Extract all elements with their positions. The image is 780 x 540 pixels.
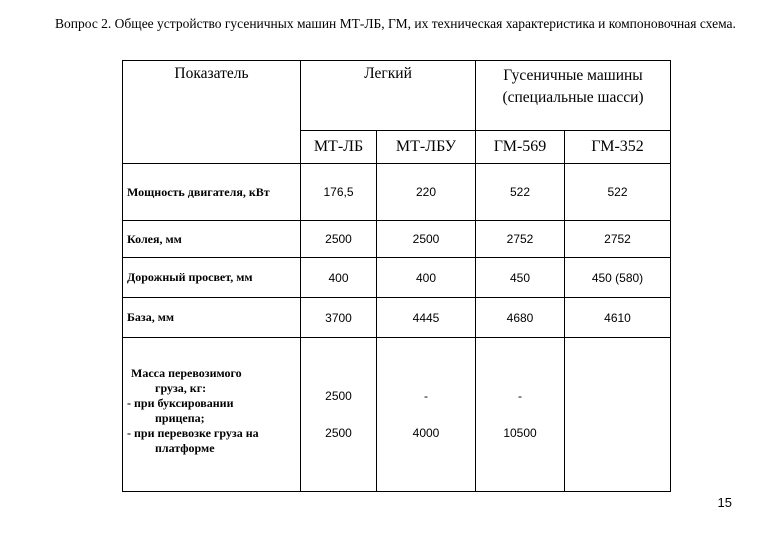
table-cell: 522 [476, 164, 565, 221]
cargo-towing-value: 2500 [325, 389, 352, 403]
table-row [123, 338, 671, 492]
table-row [123, 298, 671, 338]
cargo-towing-value: - [424, 389, 428, 403]
table-cell [476, 338, 565, 492]
table-row [123, 164, 671, 221]
table-cell: 4610 [565, 298, 671, 338]
model-mt-lbu: МТ-ЛБУ [377, 131, 476, 164]
table-cell: 2752 [476, 221, 565, 258]
table-cell: 2752 [565, 221, 671, 258]
table-cell: 450 (580) [565, 258, 671, 298]
page-number: 15 [717, 495, 732, 510]
table-cell: 2500 [377, 221, 476, 258]
table-cell: 3700 [301, 298, 377, 338]
header-indicator: Показатель [123, 61, 301, 164]
model-gm-569: ГМ-569 [476, 131, 565, 164]
cargo-label-line: - при буксировании [127, 396, 234, 410]
cargo-platform-value: 2500 [325, 426, 352, 440]
table-cell: 4680 [476, 298, 565, 338]
table-row [123, 221, 671, 258]
cargo-label-line: прицепа; [155, 411, 205, 425]
header-light: Легкий [301, 61, 476, 131]
table-cell: 176,5 [301, 164, 377, 221]
row-label-clearance: Дорожный просвет, мм [123, 258, 301, 298]
table-cell: 450 [476, 258, 565, 298]
table-cell [565, 338, 671, 492]
table-cell [377, 338, 476, 492]
page-title: Вопрос 2. Общее устройство гусеничных машин МТ-ЛБ, ГМ, их техническая характеристика и компоновочная схема. [55, 16, 736, 31]
cargo-label-line: груза, кг: [155, 381, 207, 395]
row-label-cargo [123, 338, 301, 492]
row-label-base: База, мм [123, 298, 301, 338]
table-cell [301, 338, 377, 492]
table-cell: 2500 [301, 221, 377, 258]
cargo-label-line: Масса перевозимого [131, 366, 242, 380]
cargo-platform-value: 10500 [503, 426, 537, 440]
table-cell: 400 [377, 258, 476, 298]
table-cell: 400 [301, 258, 377, 298]
model-gm-352: ГМ-352 [565, 131, 671, 164]
cargo-towing-value: - [518, 389, 522, 403]
cargo-label-line: платформе [155, 441, 215, 455]
table-cell: 4445 [377, 298, 476, 338]
table-row [123, 258, 671, 298]
cargo-platform-value: 4000 [412, 426, 440, 440]
cargo-label-line: - при перевозке груза на [127, 426, 259, 440]
row-label-power: Мощность двигателя, кВт [123, 164, 301, 221]
model-mt-lb: МТ-ЛБ [301, 131, 377, 164]
table-cell: 522 [565, 164, 671, 221]
header-tracked: Гусеничные машины (специальные шасси) [476, 61, 671, 131]
spec-table [122, 60, 671, 492]
table-cell: 220 [377, 164, 476, 221]
row-label-track: Колея, мм [123, 221, 301, 258]
